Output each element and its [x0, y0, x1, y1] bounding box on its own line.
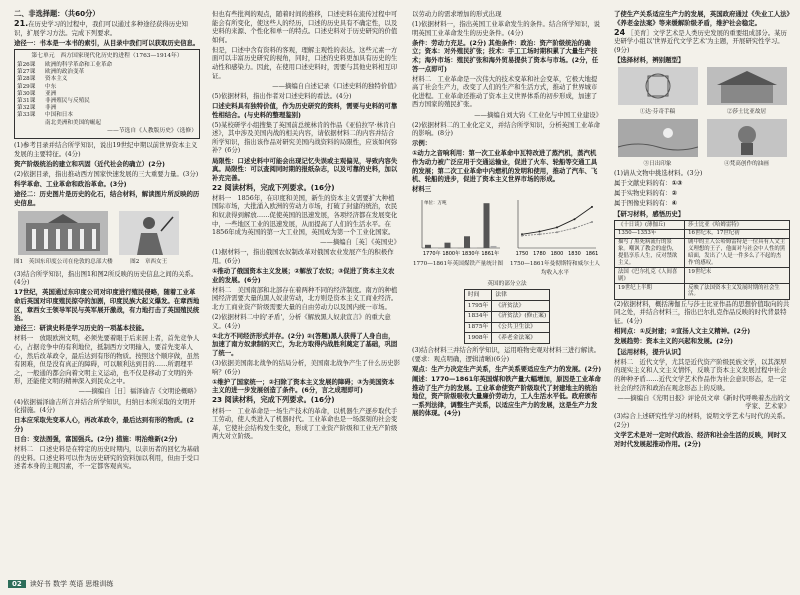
x-tick-label: 1830	[568, 250, 581, 257]
data-point	[574, 227, 576, 229]
q23-material-2: 材料二 工业革命是一次伟大的技术变革和社会变革，它极大地提高了社会生产力，改变了人们的生产和生活方式，推动了世界城市化进程。工业革命还推动了资本主义世界体系的初步形成，加速了西方国家的殖民扩张。	[412, 74, 598, 109]
q21-answer-3: 17世纪，英国通过东印度公司对印度进行殖民侵略，随着工业革命后英国对印度殖民掠夺的加剧，印度民族大起义爆发。在章西地区，章西女王领导军民与英军展开激战，有力地打击了英国殖民统治。	[14, 288, 200, 323]
charts-row	[412, 196, 602, 278]
coal-iron-chart	[412, 196, 504, 278]
q22-question-3: (3)依据美国南北战争的结局分析，美国南北战争产生了什么历史影响？(6分)	[212, 359, 400, 376]
table-row: 1908年 《养老金法案》	[464, 333, 549, 344]
table-row: 1795年 《济贫法》	[464, 301, 549, 312]
col2-source: ——摘编自自述记录《口述史料的独特价值》	[272, 81, 400, 90]
q24-section-3: 【运用材料，提升认识】	[614, 347, 685, 356]
q24-section-2: 【研习材料，感悟历史】	[614, 209, 685, 218]
q21-answer-1: 资产阶级统治的建立和巩固（近代社会的确立）(2分)	[14, 160, 165, 169]
q23-answer-2-head: 示例：	[412, 139, 432, 148]
figure-2	[119, 211, 179, 267]
table-row: 描写了黑死病流行的景象。嘲讽了教会的虚伪，提倡享乐人生，反对禁欲主义。 剧中的主人公哈姆雷特是一位具有人文主义理想的王子，他面对与社会中人性的黑暗面，发出了'人是一件多么了不起的杰作'的感叹。	[615, 238, 790, 267]
q21-question-3: (3)结合所学知识，指出图1和图2所反映的历史信息之间的关系。(4分)	[14, 269, 198, 287]
q21-answer-6: 局限性：口述史料中可能会出现记忆失误或主观偏见，导致内容失真。局限性：可以查阅同时期的报纸杂志，以及可靠的史料，加以补充完善。	[212, 156, 398, 182]
figure-1	[14, 211, 113, 267]
q21-material-1: 材料一 放眼欧洲文明，必须先要着眼于后来居上者，首先竞争人心，占据竞争中的有利地位，抵制西方文明输入，要首先变革人心，然后改革政令，最后达到有形的物质。按照这个顺序做，虽然有困难，但是没有真正的障碍，可以顺利达到目的……所谓理平之，一般通的都会向着文明主义运动，也不仅是移动了文明的外形，还能使文明的精神深入到民众之中。	[14, 334, 200, 386]
data-point	[521, 235, 523, 237]
table-row: 1350—1353年 16世纪末，17世纪初	[615, 229, 790, 238]
list-item: 属于实物史料的有：②	[614, 189, 677, 198]
q21-answer-4: 日本应采取先变革人心，再改革政令，最后达到有形的物质。(2分)	[14, 416, 194, 433]
q24-answer-2b: 发展趋势：资本主义的兴起和发展。(2分)	[614, 337, 733, 346]
q22-question-1: (1)据材料一，指出俄国农奴制改革对俄国农业发展产生的积极作用。(6分)	[212, 248, 394, 266]
col2-paragraph-1: 但也有些批判的观点，随着时间的推移，口述史料在流传过程中可能会有所变化，使这些人的经历，口述的历史具有不确定性，以及史料的来源、个性化和单一的特点。口述史料对于历史研究的价值如何。	[212, 10, 398, 44]
art-figure-1-caption: ①达·芬奇手稿	[639, 109, 676, 116]
x-tick-label: 1750	[515, 250, 529, 257]
q23-material-2-source: ——摘编自刘大钧《工业化与中国工业建设》	[474, 110, 602, 119]
impression-sunrise-image	[618, 119, 698, 157]
x-tick-label: 1780	[533, 250, 546, 257]
law-table	[464, 289, 550, 344]
data-point	[539, 230, 541, 232]
q23-title: 23 阅读材料，完成下列要求。(16分)	[212, 395, 335, 405]
q23-material-1: 材料一 工业革命是一场生产技术的革命，以机器生产逐步取代手工劳动，使人类进入了机器时代。工业革命也是一场深刻的社会变革，它使社会结构发生变化，形成了工业资产阶级和工业无产阶级两大对立阶级。	[212, 406, 398, 441]
table-row: 《十日谈》(薄伽丘) 莎士比亚《哈姆雷特》	[615, 220, 790, 229]
da-vinci-manuscript-image	[618, 67, 698, 105]
q24-question-2: (2)依据材料，概括薄伽丘与莎士比亚作品的思想价值取向的共同之处，并结合材料三，指出巴尔扎克作品反映的时代背景特征。(4分)	[614, 299, 790, 325]
x-tick-label: 1830年	[461, 250, 480, 257]
income-chart	[508, 196, 602, 278]
q21-question-4: (4)依据福泽谕吉所言并结合所学知识，归纳日本所采取的文明开化措施。(4分)	[14, 397, 196, 415]
q24-answer-2a: 相同点：①反封建；②宣扬人文主义精神。(2分)	[614, 327, 751, 336]
q21-route1: 途径一：书本是一本书的索引，从目录中我们可以获取历史信息。	[14, 38, 200, 47]
art-figure-grid	[614, 67, 790, 169]
toc-row: 第29课 中东	[17, 83, 57, 90]
coal-iron-chart-title: 1770—1861年英国煤铁产量统计图	[412, 261, 503, 268]
q24-section-1: 【选择材料，辨别题型】	[614, 56, 685, 65]
col3-intro: 以劳动力的需求增加的形式出现	[412, 10, 502, 18]
q23-answer-1: 条件：劳动力充足。(2分) 其他条件：政治：资产阶级统治的确立；资本：对外殖民扩张；技术：手工工场时期积累了大量生产技术；海外市场：殖民扩张和海外贸易提供了资本与市场。(2分，任答一点即可)	[412, 38, 599, 73]
data-point	[591, 221, 593, 223]
toc-row: 第26课 欧洲的科学革命和工业革命	[17, 61, 113, 68]
figure-1-caption: 图1 英国东印度公司在伦敦的总部大楼	[14, 259, 113, 266]
q24-intro: ［美育］文学艺术是人类历史发展的重要组成部分。某历史研学小组以'世界近代文学艺术'为主题，开展研究性学习。(9分)	[614, 28, 787, 54]
q21-question-6: (5)某校研学小组搜集了英国前总统林肯的作品《亚伯拉罕·林肯自述》，其中涉及美国内战的相关内容，请依据材料二的内容并结合所学知识，指出该作品对研究美国内战资料的局限性，应该如何弥补？(6分)	[212, 120, 398, 155]
q21-material-2: 材料二 口述史料是在特定的历史时期内，以亲历者的回忆为基础的史料。口述史料可以作为历史研究的资料加以利用，但由于受口述者本身的主观因素，不一定都客观真实。	[14, 445, 200, 471]
table-row: 1875年 《公共卫生法》	[464, 322, 549, 333]
bar-煤	[464, 236, 470, 248]
x-tick-label: 1861	[585, 250, 599, 257]
bar-铁	[452, 248, 458, 249]
figure-row	[14, 211, 200, 267]
bar-铁	[471, 248, 477, 249]
table-header-cell: 法律	[492, 290, 550, 301]
q22-answer-3: ①维护了国家统一；②扫除了资本主义发展的障碍；③为美国资本主义的进一步发展创造了条件。(6分，言之成理即可)	[212, 377, 395, 395]
table-header-row	[464, 290, 549, 301]
q22-question-2: (2)依据材料二中的'矛盾'，分析《解放黑人奴隶宣言》的重大意义。(4分)	[212, 313, 391, 330]
column-4	[614, 10, 790, 450]
table-header-cell: 时间	[464, 290, 492, 301]
q23-material-3-title: 材料三	[412, 185, 432, 194]
q23-answer-2: ①动力之音响利用：第一次工业革命中瓦特改进了蒸汽机，蒸汽机作为动力被广泛应用于交通运输业，促进了火车、轮船等交通工具的发展；第二次工业革命中内燃机的发明和使用，推动了汽车、飞机、轮船的进步，促进了资本主义世界市场的形成。	[412, 149, 598, 184]
series-line-威尔士	[522, 222, 592, 236]
q23-question-1: (1)依据材料一，指出英国工业革命发生的条件。结合所学知识，说明英国工业革命发生的历史条件。(4分)	[412, 20, 600, 37]
van-gogh-painting-image	[707, 119, 787, 157]
data-point	[556, 226, 558, 228]
art-figure-4-caption: ④梵高创作的油画	[724, 161, 769, 168]
data-point	[591, 206, 593, 208]
list-item: 属于图像史料的有：④	[614, 199, 677, 208]
col2-paragraph-2: 但是，口述中含有资料的客观，理解主观性的表达。这些元素一方面可以丰富历史研究的视角，同时，口述的史料更加具有历史的生动性和感染力。因此，在使用口述史料时，需要与其他史料相互印证。	[212, 45, 398, 80]
art-figure-4	[703, 119, 790, 169]
toc-row: 第33课 中国和日本	[17, 112, 73, 119]
series-line-曼彻斯特	[522, 207, 592, 234]
page-number: 02	[8, 580, 26, 588]
bar-煤	[425, 245, 431, 248]
column-2	[212, 10, 400, 442]
q22-answer-2: ①北方不同经济形式并存。(2分) ②(答题)黑人获得了人身自由，加速了南方奴隶制的灭亡，为北方取得内战胜利奠定了基础，巩固了统一。	[212, 331, 398, 357]
q22-material-source: ——摘编自［英］《英国史》	[320, 238, 400, 247]
q24-question-1: (1)请从文物中挑选材料。(3分)	[614, 168, 703, 177]
q22-material-1: 材料一 1856年，在印度和美国，新生的资本主义需要扩大种植国际市场，大批涌入欧洲的劳动力市场，打破了封建的统治，农民和奴隶得到解放……促使英国的迅速发展，各项经济都在发展变化中，一些地区工业的迅速发展，从而提高了人们的生活水平。在1856年成为英国的第一大工业国，英国成为第一个工业化国家。	[212, 193, 398, 237]
x-tick-label: 1800	[550, 250, 564, 257]
bar-铁	[491, 246, 497, 248]
q23-answer-3: 阐述：1770—1861年英国煤和铁产量大幅增加，原因是工业革命推动了生产力的发展。工业革命使资产阶级取代了封建地主的统治地位，资产阶级吸收大量廉价劳动力，工人生活水平低。政府颁布一系列法律，调整生产关系，以适应生产力的发展，这是生产力发展的体现。(4分)	[412, 374, 601, 418]
art-figure-3	[614, 119, 701, 169]
data-point	[574, 218, 576, 220]
x-tick-label: 1800年	[442, 250, 461, 257]
q22-title: 22 阅读材料，完成下列要求。(16分)	[212, 182, 335, 192]
income-line-chart	[508, 196, 600, 258]
q24-question-3: (3)综合上述研究性学习的材料，说明文学艺术与时代的关系。(2分)	[614, 412, 790, 430]
list-item: 属于文献史料的有：①③	[614, 179, 683, 188]
toc-row: 第28课 资本主义	[17, 76, 68, 83]
y-axis-label: 单位：万吨	[424, 200, 447, 206]
x-tick-label: 1770年	[422, 250, 441, 257]
data-point	[539, 233, 541, 235]
column-1	[14, 10, 200, 472]
q24-material-2: 材料二 近代文学，尤其是近代资产阶级民族文学，以其深厚的现实主义和人文主义情怀，反映了资本主义发展过程中社会的种种矛盾……近代文学艺术作品作为社会意识形态，是一定社会的经济和政治在观念形态上的反映。	[614, 357, 787, 392]
toc-row: 第31课 非洲殖民与反殖民	[17, 97, 90, 104]
data-point	[556, 231, 558, 233]
shakespeare-house-image	[707, 67, 787, 105]
page-footer	[8, 579, 113, 589]
bar-煤	[445, 243, 451, 248]
q22-answer-1: ①推动了俄国资本主义发展；②解放了农奴；③促进了资本主义农业的发展。(6分)	[212, 267, 395, 284]
income-chart-title: 1750—1861年曼彻斯特和威尔士人均收入水平	[509, 261, 600, 277]
literature-table	[614, 220, 790, 300]
q21-intro: 在历史学习的过程中，我们可以通过多种途径获得历史知识，扩展学习方法。完成下列要求。	[14, 20, 188, 37]
q21-answer-4b: 日台：变法图强，富国强兵。(2分) 措施：明治维新(2分)	[14, 434, 178, 443]
art-figure-1	[614, 67, 701, 117]
q21-question-5: (5)依据材料，指出作者对口述史料的看法。(4分)	[212, 91, 352, 100]
law-table-title: 英国的部分立法	[487, 280, 527, 287]
q21-answer-5: 口述史料具有独特价值，作为历史研究的资料，需要与史料的可靠性相结合。(与史料的整理鉴别)	[212, 101, 398, 119]
exam-page	[14, 10, 790, 585]
q23-question-3: (3)结合材料三并结合所学知识，运用唯物史观对材料三进行解读。(要求：观点明确，逻辑清晰)(6分)	[412, 346, 600, 363]
footer-label: 读好书 数学 英语 思维训练	[29, 580, 114, 588]
queen-of-jhansi-image	[119, 211, 179, 255]
table-row: 1834年 《济贫法》(修正案)	[464, 311, 549, 322]
art-figure-2-caption: ②莎士比亚故居	[726, 109, 767, 116]
col4-intro: 了使生产关系适应生产力的发展，英国政府通过《失业工人法》《养老金法案》等来缓解阶级矛盾，维护社会稳定。	[614, 10, 790, 27]
table-row: 法国《巴尔扎克《人间喜剧》 19世纪末	[615, 268, 790, 284]
q21-question-1: (1)参考目录并结合所学知识，说出19世纪中期以前世界资本主义发展的主要特征。(4分)	[14, 141, 198, 158]
coal-iron-bar-chart	[412, 196, 504, 258]
q22-material-2: 材料二 美国南部和北部存在着两种不同的经济制度。南方的种植园经济需要大量的黑人奴隶劳动，北方则是资本主义工商业经济。北方工商业资产阶级需要大量的自由劳动力以及国内统一市场。	[212, 285, 398, 311]
q21-question-2: (2)依据目录，指出推动西方国家快速发展的三大重要力量。(3分)	[14, 170, 199, 179]
q24-answer-3: 文学艺术是对一定时代政治、经济和社会生活的反映，同时又对时代发展起推动作用。(2分)	[614, 431, 787, 448]
art-figure-3-caption: ③日出印象	[643, 161, 672, 168]
q21-route2: 途径二：历史图片是历史的化石，结合材料，解读图片所反映的历史信息。	[14, 190, 200, 207]
bar-煤	[484, 203, 490, 248]
toc-title: 第七单元 西方国家现代化历史的进程（1763—1914年）	[31, 53, 183, 60]
art-figure-2	[703, 67, 790, 117]
toc-row: 第27课 欧洲的政治变革	[17, 69, 85, 76]
table-row: 19世纪上半期 反映了法国资本主义发展时期的社会生活。	[615, 284, 790, 300]
q24-number: 24	[614, 27, 626, 37]
x-tick-label: 1861年	[481, 250, 500, 257]
toc-row: 第32课 非洲	[17, 105, 57, 112]
toc-note: ——节选自《人教版历史》（选修）	[107, 127, 197, 134]
q21-number: 21.	[14, 19, 29, 29]
bar-铁	[432, 248, 438, 249]
toc-row: 第30课 亚洲	[17, 90, 57, 97]
toc-box	[14, 49, 200, 139]
q23-answer-3-view: 观点：生产力决定生产关系，生产关系要适应生产力的发展。(2分)	[412, 364, 602, 373]
q23-question-2: (2)依据材料二的工业化定义，并结合所学知识，分析英国工业革命的影响。(8分)	[412, 120, 600, 138]
section-title: 二、非选择题：（共60分）	[14, 9, 100, 18]
q21-material-1-source: ——摘编自［日］福泽谕吉《文明论概略》	[78, 387, 200, 396]
q21-route3: 途径三：研读史料是学习历史的一项基本技能。	[14, 324, 149, 333]
east-india-company-building-image	[18, 211, 108, 255]
figure-2-caption: 图2 章西女王	[130, 259, 168, 266]
q21-answer-2: 科学革命、工业革命和政治革命。(3分)	[14, 180, 127, 189]
q24-material-2-source: ——摘编自《光明日报》评论员文章《新时代呼唤着杰出的文学家、艺术家》	[617, 393, 790, 411]
toc-row: 南北美洲和美国的崛起	[45, 119, 101, 126]
column-3	[412, 10, 602, 419]
